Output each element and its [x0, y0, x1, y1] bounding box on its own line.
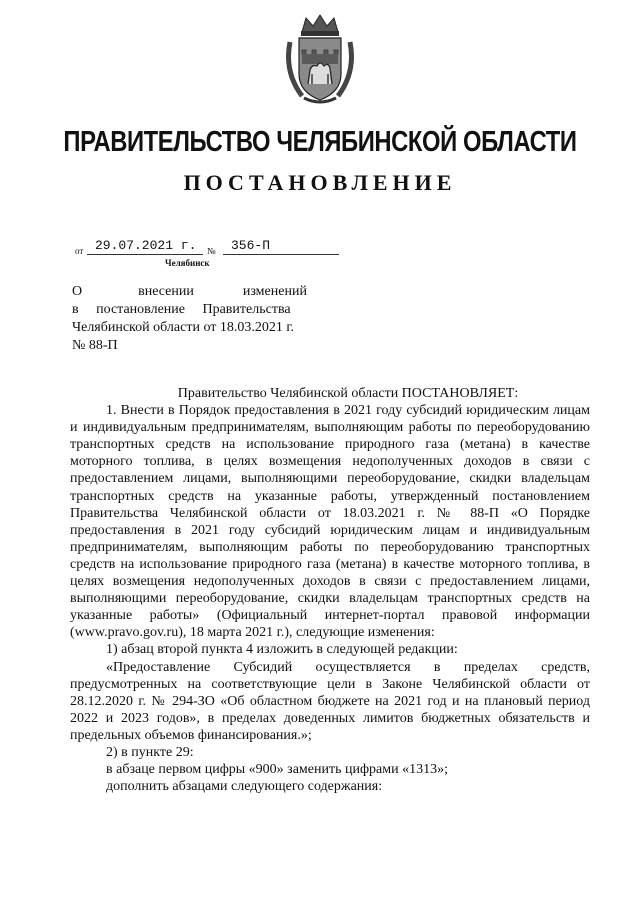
number-underline [223, 254, 339, 255]
document-subject [72, 283, 318, 355]
document-number: 356-П [231, 238, 271, 253]
paragraph: дополнить абзацами следующего содержания: [106, 779, 383, 795]
number-label: № [207, 246, 216, 256]
document-date: 29.07.2021 г. [95, 238, 197, 253]
organization-title: ПРАВИТЕЛЬСТВО ЧЕЛЯБИНСКОЙ ОБЛАСТИ [63, 126, 577, 158]
subject-line: Челябинской области от 18.03.2021 г. [72, 320, 295, 335]
coat-of-arms-emblem [282, 12, 358, 106]
paragraph: 2) в пункте 29: [106, 744, 194, 760]
subject-line: № 88-П [72, 338, 118, 353]
paragraph: 1) абзац второй пункта 4 изложить в следующей редакции: [106, 642, 458, 658]
preamble: Правительство Челябинской области ПОСТАНОВЛЯЕТ: [177, 386, 519, 401]
paragraph: «Предоставление Субсидий осуществляется в пределах средств, предусмотренных на соответствующие цели в Законе Челябинской области от 28.12.2020 г. № 294-ЗО «Об областном бюджете на 2021 год и на плановый период 2022 и 2023 годов», в пределах доведенных лимитов бюджетных обязательств и предельных объемов финансирования.»; [70, 659, 590, 743]
city-name: Челябинск [165, 258, 210, 268]
date-underline [87, 254, 203, 255]
subject-line: О внесении изменений [72, 284, 307, 299]
subject-line: в постановление Правительства [72, 302, 291, 317]
document-registration-block [75, 238, 335, 268]
paragraph: 1. Внести в Порядок предоставления в 2021 году субсидий юридическим лицам и индивидуальным предпринимателям, выполняющим работы по переоборудованию транспортных средств на использование природного газа (метана) в качестве моторного топлива, в целях возмещения недополученных доходов в связи с предоставлением лицами, выполняющими переоборудование, скидки владельцам транспортных средств на указанные работы, утвержденный постановлением Правительства Челябинской области от 18.03.2021 г. № 88-П «О Порядке предоставления в 2021 году субсидий юридическим лицам и индивидуальным предпринимателям, выполняющим работы по переоборудованию транспортных средств на использование природного газа (метана) в качестве моторного топлива, в целях возмещения недополученных доходов в связи с предоставлением лицами, выполняющими переоборудование, скидки владельцам транспортных средств на указанные работы» (Официальный интернет-портал правовой информации (www.pravo.gov.ru), 18 марта 2021 г.), следующие изменения: [70, 403, 590, 641]
document-type-heading: ПОСТАНОВЛЕНИЕ [183, 170, 457, 195]
document-body [70, 385, 590, 795]
paragraph: в абзаце первом цифры «900» заменить цифрами «1313»; [106, 762, 448, 778]
date-label: от [75, 246, 84, 256]
